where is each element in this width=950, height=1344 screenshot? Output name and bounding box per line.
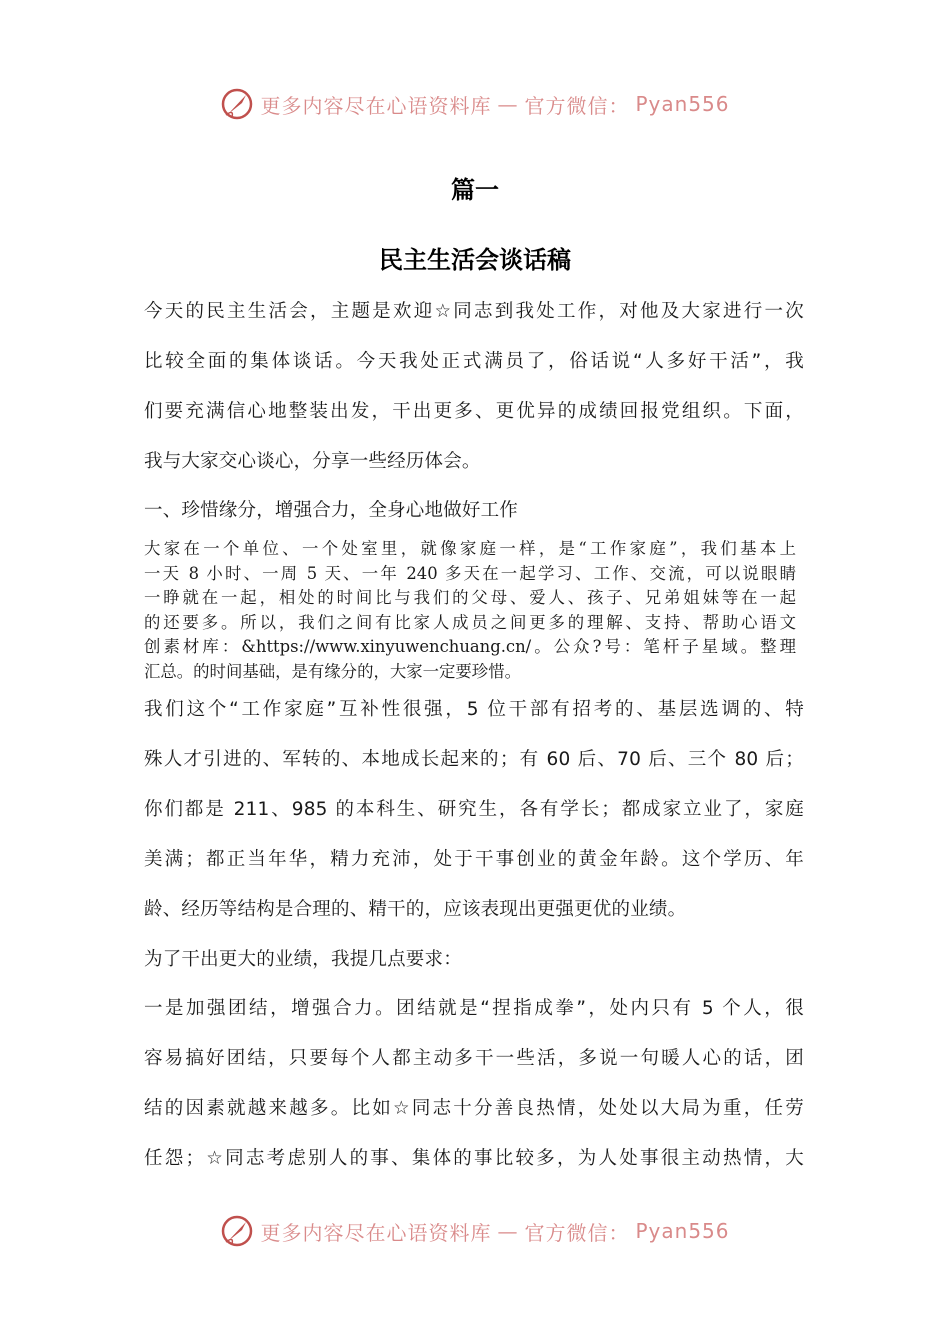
paragraph-line: 一天 8 小时、一周 5 天、一年 240 多天在一起学习、工作、交流，可以说眼睛 [144, 563, 796, 583]
watermark-wechat-label: 官方微信： [524, 1220, 630, 1245]
watermark-wechat-id: Pyan556 [635, 1219, 730, 1243]
paragraph-line: 创素材库：&https://www.xinyuwenchuang.cn/。公众?号：笔杆子星域。整理 [144, 637, 796, 657]
watermark-wechat-label: 官方微信： [524, 93, 630, 118]
watermark-text: 更多内容尽在心语资料库 [260, 1220, 492, 1245]
paragraph-line: 美满；都正当年华，精力充沛，处于干事创业的黄金年龄。这个学历、年 [144, 849, 804, 870]
paragraph-line: 汇总。的时间基础，是有缘分的，大家一定要珍惜。 [144, 661, 521, 681]
paragraph-line: 我与大家交心谈心，分享一些经历体会。 [144, 451, 481, 472]
watermark-text: 更多内容尽在心语资料库 [260, 93, 492, 118]
page-title: 民主生活会谈话稿 [379, 246, 571, 274]
paragraph-line: 你们都是 211、985 的本科生、研究生，各有学长；都成家立业了，家庭 [144, 799, 804, 820]
paragraph-line: 我们这个“工作家庭”互补性很强，5 位干部有招考的、基层选调的、特 [144, 699, 804, 720]
paragraph-line: 为了干出更大的业绩，我提几点要求： [144, 949, 462, 970]
paragraph-line: 一是加强团结，增强合力。团结就是“捏指成拳”，处内只有 5 个人，很 [144, 998, 804, 1019]
paragraph-line: 殊人才引进的、军转的、本地成长起来的；有 60 后、70 后、三个 80 后； [144, 749, 804, 770]
paragraph-line: 任怨；☆同志考虑别人的事、集体的事比较多，为人处事很主动热情，大 [144, 1148, 804, 1169]
paragraph-line: 的还要多。所以，我们之间有比家人成员之间更多的理解、支持、帮助心语文 [144, 612, 796, 632]
footer-watermark [0, 1211, 950, 1251]
paragraph-line: 结的因素就越来越多。比如☆同志十分善良热情，处处以大局为重，任劳 [144, 1098, 804, 1119]
watermark-separator: — [497, 92, 519, 116]
watermark-wechat-id: Pyan556 [635, 92, 730, 116]
quill-logo-icon [220, 1214, 254, 1248]
paragraph-line: 们要充满信心地整装出发，干出更多、更优异的成绩回报党组织。下面， [144, 401, 804, 422]
paragraph-line: 容易搞好团结，只要每个人都主动多干一些活，多说一句暖人心的话，团 [144, 1048, 804, 1069]
watermark-separator: — [497, 1219, 519, 1243]
paragraph-line: 一睁就在一起，相处的时间比与我们的父母、爱人、孩子、兄弟姐妹等在一起 [144, 588, 796, 608]
serif-paragraph [144, 537, 796, 685]
section-label: 篇一 [451, 176, 499, 204]
paragraph-line: 大家在一个单位、一个处室里，就像家庭一样，是“工作家庭”，我们基本上 [144, 539, 796, 558]
paragraph-line: 龄、经历等结构是合理的、精干的，应该表现出更强更优的业绩。 [144, 899, 687, 920]
paragraph-line: 今天的民主生活会，主题是欢迎☆同志到我处工作，对他及大家进行一次 [144, 301, 804, 322]
paragraph-line: 比较全面的集体谈话。今天我处正式满员了，俗话说“人多好干活”，我 [144, 351, 804, 372]
header-watermark [0, 84, 950, 124]
section-heading: 一、珍惜缘分，增强合力，全身心地做好工作 [144, 500, 519, 521]
quill-logo-icon [220, 87, 254, 121]
